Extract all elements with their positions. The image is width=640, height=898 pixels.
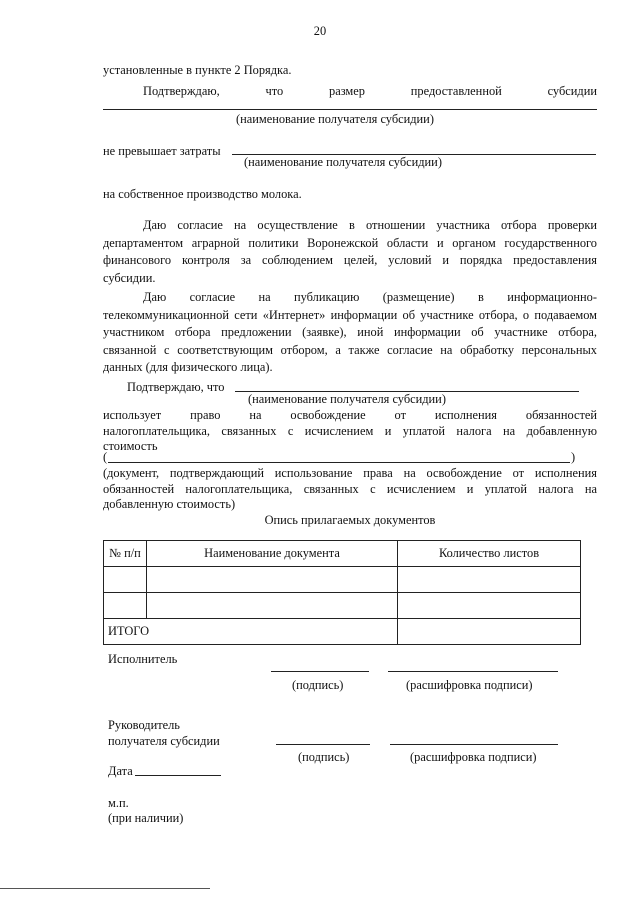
paren-open: ( bbox=[103, 450, 108, 464]
header-sheet-count: Количество листов bbox=[398, 541, 581, 567]
paragraph-line: связанной с соответствующим отбором, а также согласие на обработку персональных bbox=[103, 342, 597, 357]
paragraph-line: субсидии. bbox=[103, 270, 156, 285]
table-cell[interactable] bbox=[104, 567, 147, 593]
vat-document-field[interactable] bbox=[108, 462, 570, 463]
consent-inspection-paragraph bbox=[103, 217, 597, 287]
table-cell[interactable] bbox=[147, 567, 398, 593]
header-document-name: Наименование документа bbox=[147, 541, 398, 567]
paragraph-line: департаментом аграрной политики Воронежской области и органом государственного bbox=[103, 235, 597, 250]
head-signature-field[interactable] bbox=[276, 744, 370, 745]
footer-divider bbox=[0, 888, 210, 889]
total-label: ИТОГО bbox=[104, 619, 398, 645]
stamp-note: (при наличии) bbox=[108, 811, 184, 825]
inventory-title: Опись прилагаемых документов bbox=[264, 513, 436, 527]
own-production-text: на собственное производство молока. bbox=[103, 187, 302, 201]
paragraph-line: участником отбора предложении (заявке), иной информации об участнике отбора, bbox=[103, 325, 597, 340]
date-field[interactable] bbox=[135, 775, 221, 776]
word: Подтверждаю, bbox=[143, 84, 220, 98]
paragraph-line: использует право на освобождение от исполнения обязанностей bbox=[103, 408, 597, 422]
page-number: 20 bbox=[313, 24, 327, 38]
head-label-line1: Руководитель bbox=[108, 718, 180, 732]
recipient-name-field-1[interactable] bbox=[103, 109, 597, 110]
word: предоставленной bbox=[410, 84, 502, 98]
header-number: № п/п bbox=[104, 541, 147, 567]
caption-recipient-name: (наименование получателя субсидии) bbox=[248, 392, 446, 406]
table-row bbox=[104, 567, 581, 593]
paren-close: ) bbox=[571, 450, 576, 464]
executor-label: Исполнитель bbox=[108, 652, 178, 666]
caption-line: обязанностей налогоплательщика, связанных с исчислением и уплатой налога на bbox=[103, 481, 597, 496]
table-cell[interactable] bbox=[104, 593, 147, 619]
caption-recipient-name: (наименование получателя субсидии) bbox=[236, 112, 434, 126]
table-cell[interactable] bbox=[398, 593, 581, 619]
table-row bbox=[104, 593, 581, 619]
paragraph-line: Даю согласие на публикацию (размещение) в информационно- bbox=[143, 290, 597, 304]
head-label-line2: получателя субсидии bbox=[108, 734, 220, 748]
word: субсидии bbox=[547, 84, 597, 98]
date-label: Дата bbox=[108, 764, 133, 778]
table-total-row bbox=[104, 619, 581, 645]
confirm-subsidy-line bbox=[143, 84, 597, 99]
paragraph-line: финансового контроля за соблюдением целей, условий и порядка предоставления bbox=[103, 253, 597, 267]
word: что bbox=[265, 84, 284, 98]
vat-document-caption bbox=[103, 466, 597, 513]
decode-caption: (расшифровка подписи) bbox=[406, 678, 533, 692]
caption-recipient-name: (наименование получателя субсидии) bbox=[244, 155, 442, 169]
signature-caption: (подпись) bbox=[298, 750, 350, 764]
consent-publication-paragraph bbox=[103, 289, 597, 377]
paragraph-line: стоимость bbox=[103, 439, 158, 453]
documents-table bbox=[103, 540, 581, 645]
text-paragraph-end: установленные в пункте 2 Порядка. bbox=[103, 63, 292, 77]
total-sheets-cell[interactable] bbox=[398, 619, 581, 645]
table-cell[interactable] bbox=[147, 593, 398, 619]
confirm-that-label: Подтверждаю, что bbox=[127, 380, 225, 394]
caption-line: добавленную стоимость) bbox=[103, 497, 236, 511]
word: размер bbox=[329, 84, 365, 98]
stamp-label: м.п. bbox=[108, 796, 129, 810]
paragraph-line: телекоммуникационной сети «Интернет» информации об участнике отбора, о подаваемом bbox=[103, 307, 597, 322]
executor-decode-field[interactable] bbox=[388, 671, 558, 672]
paragraph-line: налогоплательщика, связанных с исчислением и уплатой налога на добавленную bbox=[103, 423, 597, 438]
table-header-row bbox=[104, 541, 581, 567]
vat-exemption-paragraph bbox=[103, 408, 597, 455]
paragraph-line: Даю согласие на осуществление в отношении участника отбора проверки bbox=[143, 218, 597, 232]
signature-caption: (подпись) bbox=[292, 678, 344, 692]
table-cell[interactable] bbox=[398, 567, 581, 593]
paragraph-line: данных (для физического лица). bbox=[103, 360, 273, 375]
not-exceed-label: не превышает затраты bbox=[103, 144, 221, 158]
head-decode-field[interactable] bbox=[390, 744, 558, 745]
executor-signature-field[interactable] bbox=[271, 671, 369, 672]
caption-line: (документ, подтверждающий использование права на освобождение от исполнения bbox=[103, 466, 597, 480]
decode-caption: (расшифровка подписи) bbox=[410, 750, 537, 764]
